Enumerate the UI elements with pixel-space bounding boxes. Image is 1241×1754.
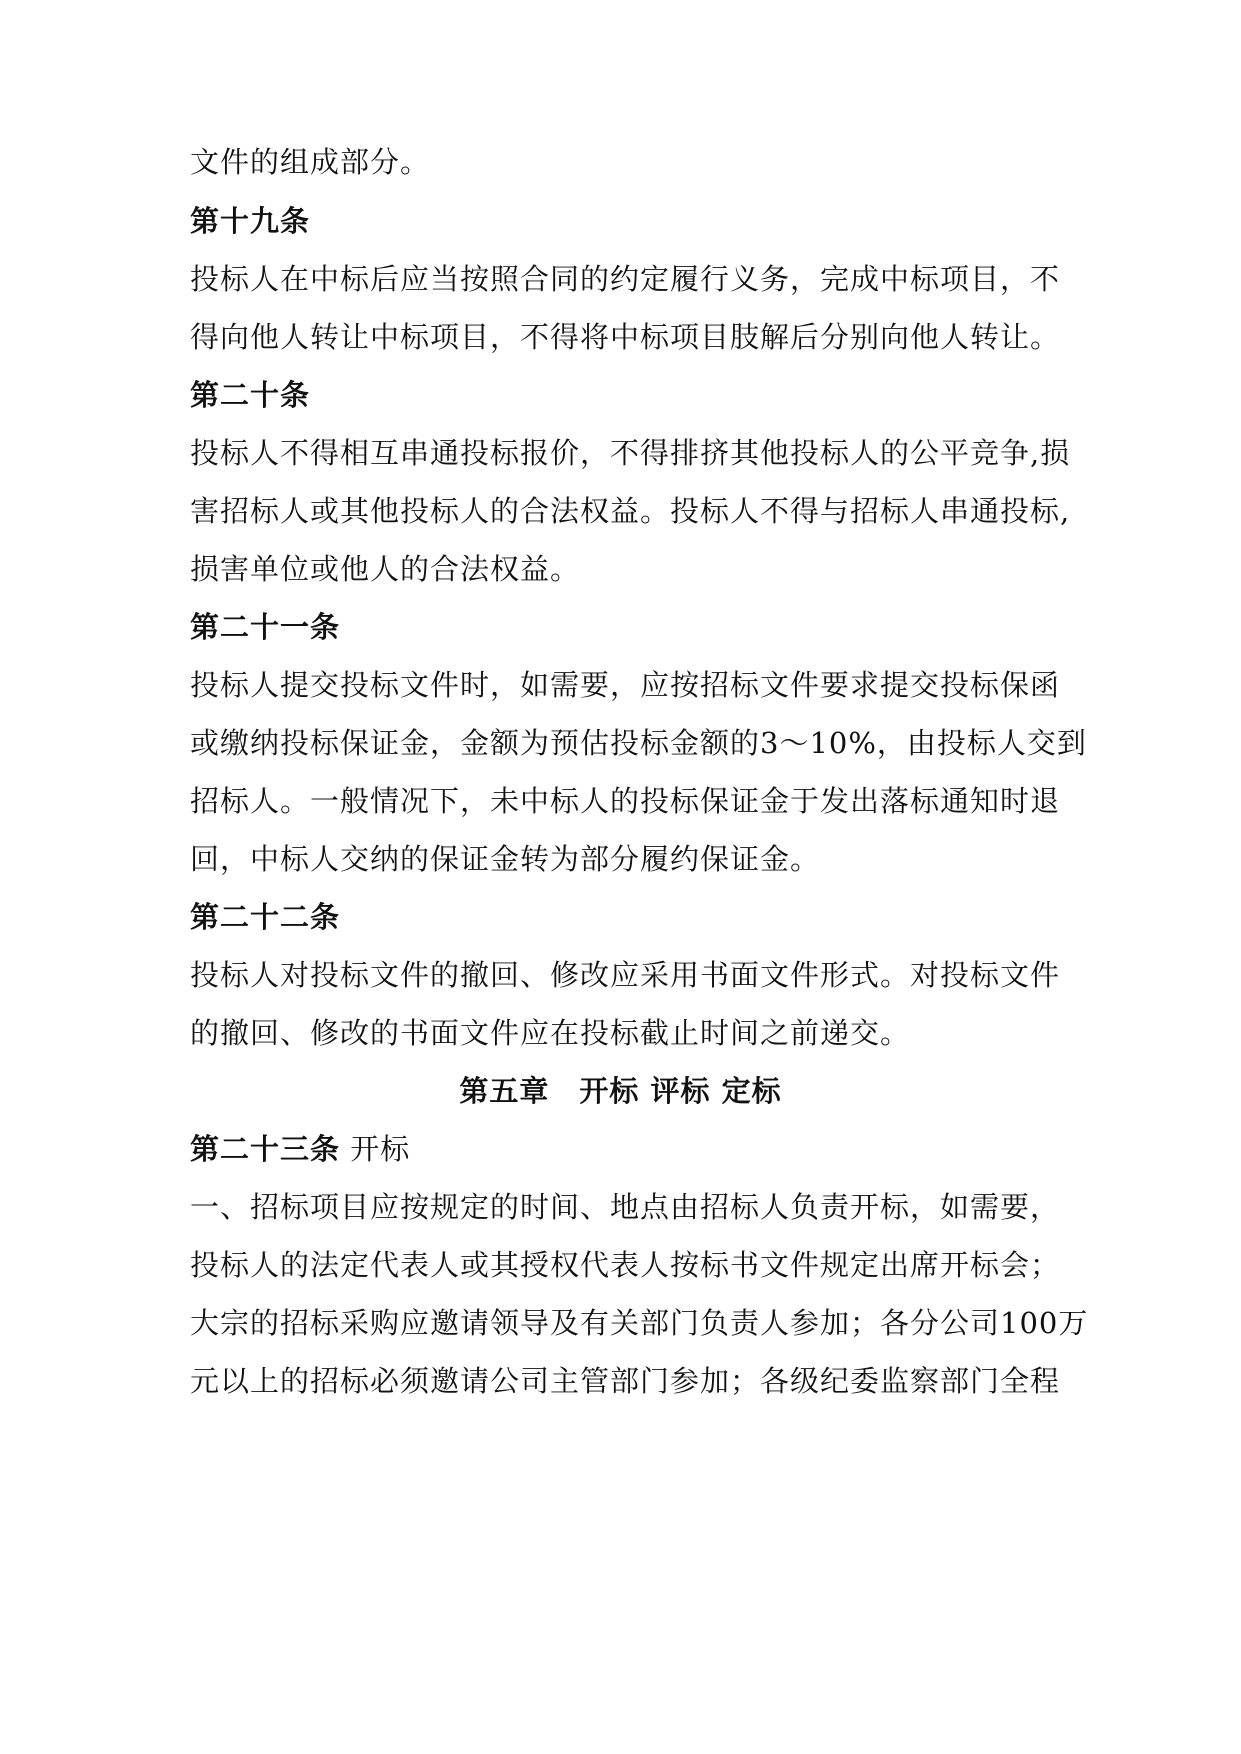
paragraph-line: 投标人在中标后应当按照合同的约定履行义务，完成中标项目，不: [190, 262, 1061, 296]
paragraph-line: 回，中标人交纳的保证金转为部分履约保证金。: [190, 842, 821, 876]
article-heading-23-number: 第二十三条: [190, 1132, 341, 1166]
paragraph-line: 害招标人或其他投标人的合法权益。投标人不得与招标人串通投标,: [190, 494, 1071, 528]
article-heading-23-subtitle: 开标: [350, 1132, 411, 1166]
article-heading-19: 第十九条: [190, 204, 311, 238]
paragraph-line: 得向他人转让中标项目，不得将中标项目肢解后分别向他人转让。: [190, 320, 1061, 354]
paragraph-line: 投标人不得相互串通投标报价，不得排挤其他投标人的公平竞争,损: [190, 436, 1071, 470]
article-heading-20: 第二十条: [190, 378, 311, 412]
paragraph-line: 投标人的法定代表人或其授权代表人按标书文件规定出席开标会；: [190, 1248, 1061, 1282]
paragraph-line: 元以上的招标必须邀请公司主管部门参加；各级纪委监察部门全程: [190, 1364, 1061, 1398]
paragraph-line: 或缴纳投标保证金，金额为预估投标金额的3～10%，由投标人交到: [190, 726, 1087, 760]
paragraph-line: 投标人对投标文件的撤回、修改应采用书面文件形式。对投标文件: [190, 958, 1061, 992]
chapter-title: 第五章 开标 评标 定标: [459, 1074, 782, 1108]
article-heading-23: [190, 1129, 1070, 1169]
paragraph-line: 一、招标项目应按规定的时间、地点由招标人负责开标，如需要，: [190, 1190, 1061, 1224]
article-heading-21: 第二十一条: [190, 610, 341, 644]
paragraph-line: 大宗的招标采购应邀请领导及有关部门负责人参加；各分公司100万: [190, 1306, 1089, 1340]
paragraph-line: 投标人提交投标文件时，如需要，应按招标文件要求提交投标保函: [190, 668, 1061, 702]
paragraph-line: 损害单位或他人的合法权益。: [190, 552, 581, 586]
paragraph-line: 的撤回、修改的书面文件应在投标截止时间之前递交。: [190, 1016, 911, 1050]
paragraph-line: 文件的组成部分。: [190, 145, 431, 179]
paragraph-line: 招标人。一般情况下，未中标人的投标保证金于发出落标通知时退: [190, 784, 1061, 818]
article-heading-22: 第二十二条: [190, 900, 341, 934]
